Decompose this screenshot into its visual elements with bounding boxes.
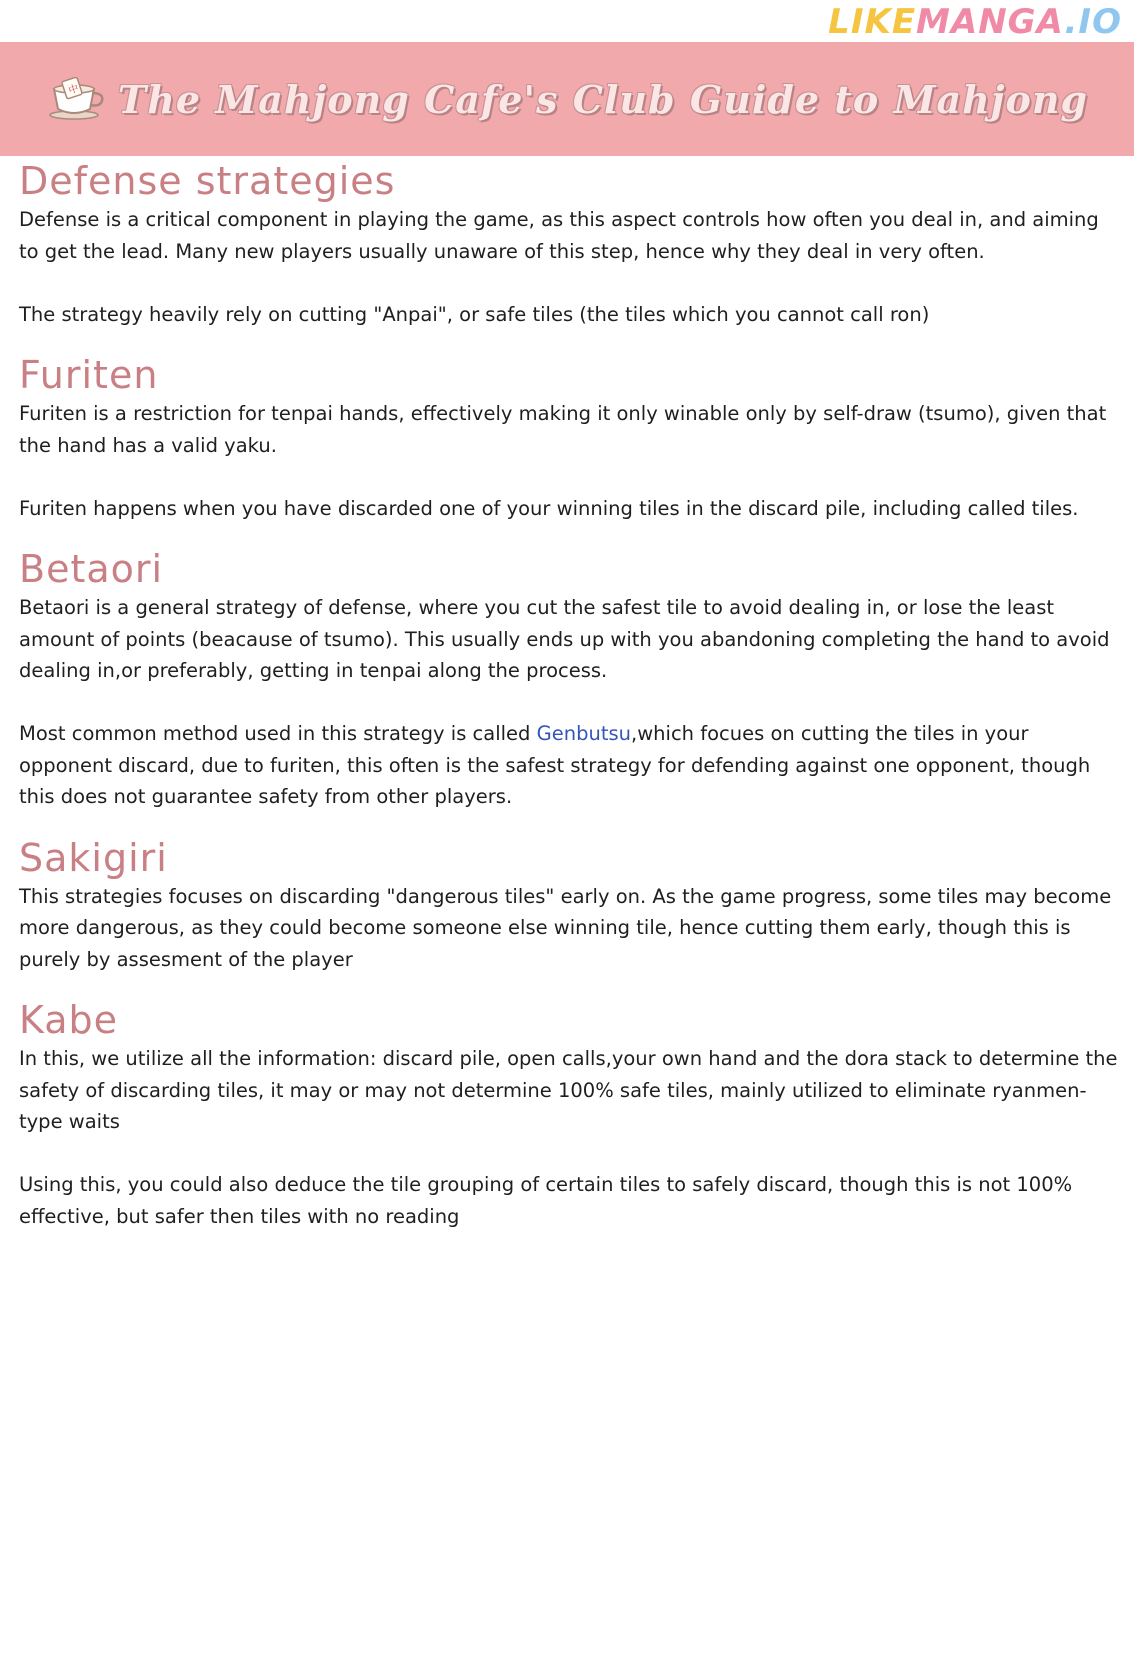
guide-content (19, 158, 1119, 1232)
teacup-icon (46, 77, 108, 121)
section-heading: Furiten (19, 353, 159, 397)
paragraph: Furiten happens when you have discarded one of your winning tiles in the discard pile, including called tiles. (19, 496, 1079, 520)
section-sakigiri (19, 835, 1119, 976)
watermark-part-like: LIKE (828, 2, 917, 42)
paragraph: Betaori is a general strategy of defense, where you cut the safest tile to avoid dealing in, or lose the least amount of points (beacause of tsumo). This usually ends up with you abandoning completing the hand to avoid dealing in,or preferably, getting in tenpai along the process. (19, 596, 1110, 682)
section-furiten (19, 352, 1119, 524)
banner-title: The Mahjong Cafe's Club Guide to Mahjong (117, 76, 1089, 122)
svg-text:中: 中 (67, 83, 81, 97)
paragraph: Defense is a critical component in playing the game, as this aspect controls how often you deal in, and aiming to get the lead. Many new players usually unaware of this step, hence why they deal in very often. (19, 208, 1099, 263)
section-betaori (19, 546, 1119, 813)
watermark-part-io: .IO (1064, 2, 1122, 42)
section-heading: Defense strategies (19, 159, 396, 203)
title-banner (0, 42, 1134, 156)
paragraph: The strategy heavily rely on cutting "Anpai", or safe tiles (the tiles which you cannot call ron) (19, 302, 930, 326)
banner-content (46, 77, 1088, 122)
section-kabe (19, 997, 1119, 1232)
paragraph: Furiten is a restriction for tenpai hands, effectively making it only winable only by self-draw (tsumo), given that the hand has a valid yaku. (19, 402, 1107, 457)
paragraph: This strategies focuses on discarding "dangerous tiles" early on. As the game progress, some tiles may become more dangerous, as they could become someone else winning tile, hence cutting them early, though this is purely by assesment of the player (19, 884, 1112, 971)
section-heading: Kabe (19, 998, 119, 1042)
site-watermark (828, 2, 1122, 42)
genbutsu-link[interactable]: Genbutsu (536, 722, 632, 745)
paragraph: In this, we utilize all the information: discard pile, open calls,your own hand and the dora stack to determine the safety of discarding tiles, it may or may not determine 100% safe tiles, mainly utilized to eliminate ryanmen-type waits (19, 1047, 1118, 1133)
paragraph-text: ,which focues on cutting the tiles in your opponent discard, due to furiten, this often is the safest strategy for defending against one opponent, though this does not guarantee safety from other players. (19, 722, 1091, 808)
section-heading: Sakigiri (19, 835, 168, 880)
section-heading: Betaori (19, 547, 164, 591)
watermark-part-manga: MANGA (916, 2, 1065, 42)
paragraph (19, 718, 1119, 813)
paragraph: Using this, you could also deduce the tile grouping of certain tiles to safely discard, though this is not 100% effective, but safer then tiles with no reading (19, 1173, 1073, 1228)
paragraph-text: Most common method used in this strategy is called (19, 722, 537, 745)
section-defense-strategies (19, 158, 1119, 330)
